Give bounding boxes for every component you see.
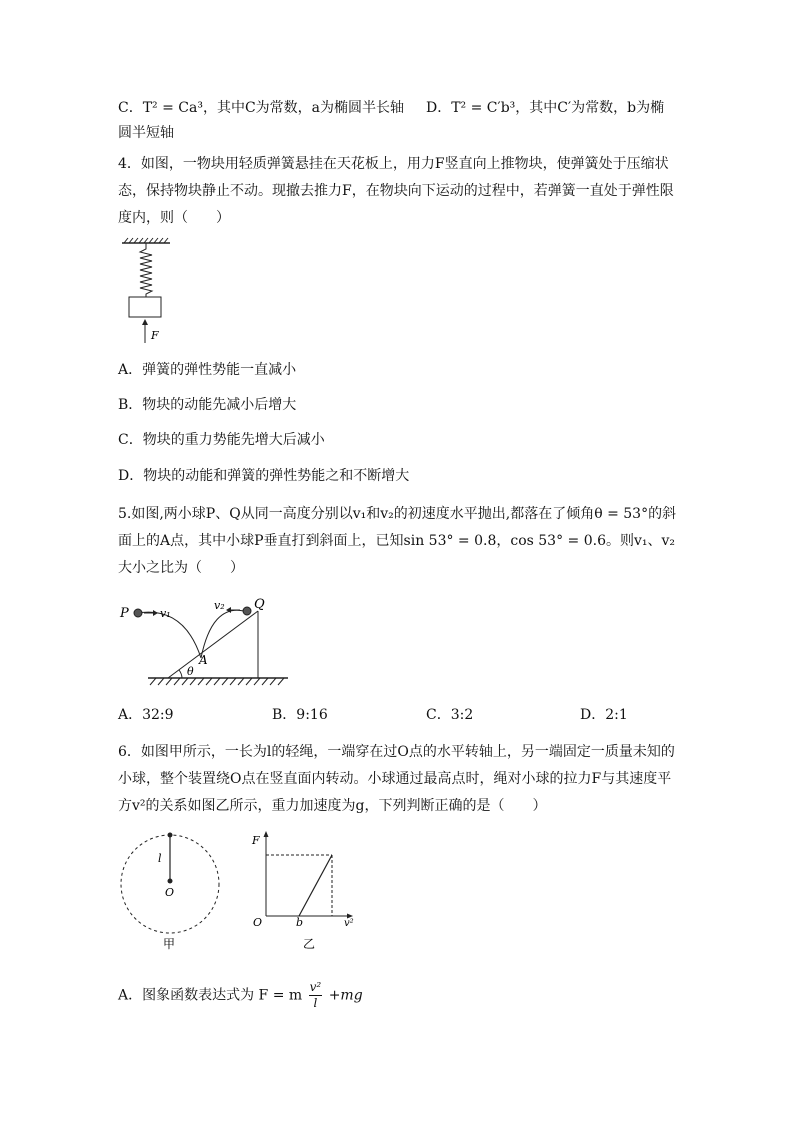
pivot-o xyxy=(168,879,173,884)
label-v2: v₂ xyxy=(214,599,225,612)
q4-option-b: B．物块的动能先减小后增大 xyxy=(118,397,297,413)
label-q: Q xyxy=(254,598,265,612)
q4-stem: 4．如图，一物块用轻质弹簧悬挂在天花板上，用力F竖直向上推物块，使弹簧处于压缩状态，保持物块静止不动。现撤去推力F，在物块向下运动的过程中，若弹簧一直处于弹性限度内，则（ ） xyxy=(118,156,674,226)
q4-spring-figure xyxy=(118,235,178,345)
q6-figure-jia xyxy=(116,826,226,958)
q5-option-c: C．3:2 xyxy=(426,707,474,723)
label-v1: v₁ xyxy=(160,607,171,620)
q4-option-d: D．物块的动能和弹簧的弹性势能之和不断增大 xyxy=(118,468,410,484)
q5-option-a: A．32:9 xyxy=(118,707,174,723)
caption-yi: 乙 xyxy=(303,937,316,951)
q6-option-a: A．图象函数表达式为 F = m $\frac{\text{v²}}{l}$ +mg xyxy=(118,980,363,1010)
label-theta: θ xyxy=(187,665,194,678)
label-o: O xyxy=(165,886,175,899)
q5-stem: 5.如图,两小球P、Q从同一高度分别以v₁和v₂的初速度水平抛出,都落在了倾角θ = 53°的斜面上的A点，其中小球P垂直打到斜面上，已知sin 53° = 0.8，cos 53° = 0.6。则v₁、v₂大小之比为（ ） xyxy=(118,506,677,576)
label-o: O xyxy=(253,916,263,929)
fraction-denominator: l xyxy=(313,996,318,1010)
q3-option-d-continued: 圆半短轴 xyxy=(118,125,174,141)
q4-option-a: A．弹簧的弹性势能一直减小 xyxy=(118,362,297,378)
ceiling-hatch xyxy=(122,238,170,243)
label-b: b xyxy=(296,916,304,929)
ball-q xyxy=(243,607,251,615)
trajectory-q xyxy=(201,610,244,658)
incline xyxy=(168,611,258,678)
q5-option-b: B．9:16 xyxy=(272,707,328,723)
q3-option-c xyxy=(118,98,404,118)
label-f: F xyxy=(252,834,260,847)
label-p: P xyxy=(120,606,129,621)
angle-arc xyxy=(179,670,182,678)
q4-option-c: C．物块的重力势能先增大后减小 xyxy=(118,432,325,448)
fraction-numerator: v² xyxy=(309,980,322,994)
q5-incline-figure xyxy=(116,598,296,690)
ball-p xyxy=(134,609,142,617)
q3-option-c-text: C．T² = Ca³，其中C为常数，a为椭圆半长轴 xyxy=(118,100,405,116)
spring xyxy=(140,243,152,297)
ground-hatch xyxy=(148,678,288,685)
q3-option-d xyxy=(426,98,664,118)
graph-line xyxy=(299,855,332,916)
q6-figure-yi xyxy=(246,826,364,958)
label-v2: v² xyxy=(344,918,354,929)
label-l: l xyxy=(158,852,162,865)
ball-top xyxy=(168,833,173,838)
q6-stem: 6．如图甲所示，一长为l的轻绳，一端穿在过O点的水平转轴上，另一端固定一质量未知的小球，整个装置绕O点在竖直面内转动。小球通过最高点时，绳对小球的拉力F与其速度平方v²的关系如图乙所示，重力加速度为g，下列判断正确的是（ ） xyxy=(118,744,675,814)
block xyxy=(129,297,161,317)
label-a: A xyxy=(199,653,208,667)
q5-option-d: D．2:1 xyxy=(580,707,628,723)
caption-jia: 甲 xyxy=(163,937,176,951)
q3-option-d-text: D．T² = C′b³，其中C′为常数，b为椭 xyxy=(426,100,665,116)
force-label: F xyxy=(151,329,159,342)
